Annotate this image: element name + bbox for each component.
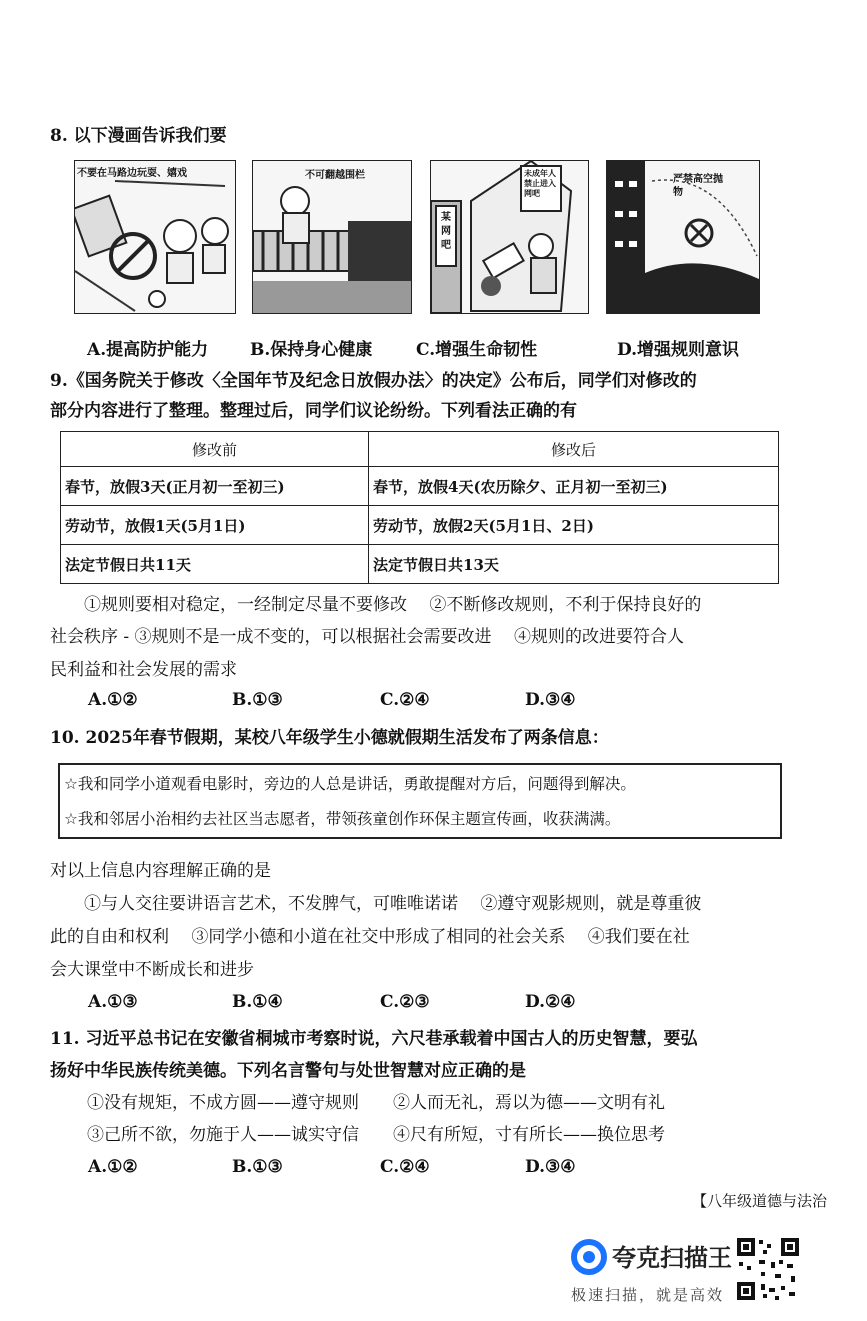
q10-option-d[interactable]: D.②④ bbox=[525, 992, 576, 1012]
table-row bbox=[61, 545, 779, 584]
table-header-after: 修改后 bbox=[369, 432, 779, 467]
holiday-table bbox=[60, 431, 779, 584]
table-row bbox=[61, 467, 779, 506]
comic-panel-3 bbox=[430, 160, 589, 314]
q10-statement-line1: ①与人交往要讲语言艺术，不发脾气，可唯唯诺诺 ②遵守观影规则，就是尊重彼 bbox=[84, 894, 702, 914]
q10-option-a[interactable]: A.①③ bbox=[88, 992, 138, 1012]
q10-option-c[interactable]: C.②③ bbox=[380, 992, 430, 1012]
q10-statement-line2: 此的自由和权利 ③同学小德和小道在社交中形成了相同的社会关系 ④我们要在社 bbox=[50, 927, 690, 947]
q11-stem-line1: 11. 习近平总书记在安徽省桐城市考察时说，六尺巷承载着中国古人的历史智慧，要弘 bbox=[50, 1029, 698, 1049]
q11-option-d[interactable]: D.③④ bbox=[525, 1157, 576, 1177]
q10-statement-line3: 会大课堂中不断成长和进步 bbox=[50, 960, 254, 980]
comic-panel-1 bbox=[74, 160, 236, 314]
qr-code-icon[interactable] bbox=[735, 1236, 801, 1302]
q9-option-d[interactable]: D.③④ bbox=[525, 690, 576, 710]
q9-statement-line1: ①规则要相对稳定，一经制定尽量不要修改 ②不断修改规则，不利于保持良好的 bbox=[84, 595, 702, 615]
table-cell: 劳动节，放假1天(5月1日) bbox=[61, 506, 369, 545]
table-cell: 法定节假日共11天 bbox=[61, 545, 369, 584]
comic-panel-2 bbox=[252, 160, 412, 314]
q9-statement-line2: 社会秩序 - ③规则不是一成不变的，可以根据社会需要改进 ④规则的改进要符合人 bbox=[50, 627, 684, 647]
info-box bbox=[58, 763, 782, 839]
comic-caption-2: 不可翻越围栏 bbox=[305, 170, 365, 181]
table-row bbox=[61, 506, 779, 545]
table-cell: 法定节假日共13天 bbox=[369, 545, 779, 584]
comic-illustration-fence bbox=[253, 161, 411, 313]
q8-option-c[interactable]: C.增强生命韧性 bbox=[416, 340, 538, 360]
q9-stem-line1: 9.《国务院关于修改〈全国年节及纪念日放假办法〉的决定》公布后，同学们对修改的 bbox=[50, 371, 697, 391]
q8-option-a[interactable]: A.提高防护能力 bbox=[87, 340, 209, 360]
table-cell: 春节，放假4天(农历除夕、正月初一至初三) bbox=[369, 467, 779, 506]
info-line-2: ☆我和邻居小治相约去社区当志愿者，带领孩童创作环保主题宣传画，收获满满。 bbox=[64, 810, 621, 828]
scanner-brand: 夸克扫描王 bbox=[612, 1244, 732, 1272]
q8-stem: 8. 以下漫画告诉我们要 bbox=[50, 126, 227, 146]
q8-option-b[interactable]: B.保持身心健康 bbox=[250, 340, 373, 360]
table-cell: 春节，放假3天(正月初一至初三) bbox=[61, 467, 369, 506]
scanner-logo-icon bbox=[570, 1238, 608, 1276]
q11-statement-line1: ①没有规矩，不成方圆——遵守规则 ②人而无礼，焉以为德——文明有礼 bbox=[87, 1093, 665, 1113]
comic-caption-1: 不要在马路边玩耍、嬉戏 bbox=[77, 168, 187, 179]
q11-statement-line2: ③己所不欲，勿施于人——诚实守信 ④尺有所短，寸有所长——换位思考 bbox=[87, 1125, 665, 1145]
q11-option-a[interactable]: A.①② bbox=[88, 1157, 138, 1177]
scanner-slogan: 极速扫描，就是高效 bbox=[571, 1286, 725, 1304]
comic-caption-4: 严禁高空抛物 bbox=[673, 174, 723, 198]
q11-stem-line2: 扬好中华民族传统美德。下列名言警句与处世智慧对应正确的是 bbox=[50, 1061, 526, 1081]
q9-option-c[interactable]: C.②④ bbox=[380, 690, 430, 710]
comic-notice: 未成年人禁止进入网吧 bbox=[524, 169, 556, 198]
info-line-1: ☆我和同学小道观看电影时，旁边的人总是讲话，勇敢提醒对方后，问题得到解决。 bbox=[64, 775, 636, 793]
table-cell: 劳动节，放假2天(5月1日、2日) bbox=[369, 506, 779, 545]
subject-tag: 【八年级道德与法治 bbox=[692, 1192, 828, 1210]
comic-panel-4 bbox=[606, 160, 760, 314]
q10-option-b[interactable]: B.①④ bbox=[232, 992, 283, 1012]
q10-ask: 对以上信息内容理解正确的是 bbox=[50, 861, 271, 881]
q9-statement-line3: 民利益和社会发展的需求 bbox=[50, 660, 237, 680]
q8-option-d[interactable]: D.增强规则意识 bbox=[617, 340, 740, 360]
q11-option-c[interactable]: C.②④ bbox=[380, 1157, 430, 1177]
q9-option-b[interactable]: B.①③ bbox=[232, 690, 283, 710]
q11-option-b[interactable]: B.①③ bbox=[232, 1157, 283, 1177]
q9-option-a[interactable]: A.①② bbox=[88, 690, 138, 710]
comic-sign-internet-cafe: 某网吧 bbox=[441, 212, 451, 251]
table-header-before: 修改前 bbox=[61, 432, 369, 467]
q9-stem-line2: 部分内容进行了整理。整理过后，同学们议论纷纷。下列看法正确的有 bbox=[50, 401, 577, 421]
q10-stem: 10. 2025年春节假期，某校八年级学生小德就假期生活发布了两条信息： bbox=[50, 728, 609, 748]
comic-illustration-internet-cafe bbox=[431, 161, 588, 313]
comic-illustration-road bbox=[75, 161, 235, 313]
